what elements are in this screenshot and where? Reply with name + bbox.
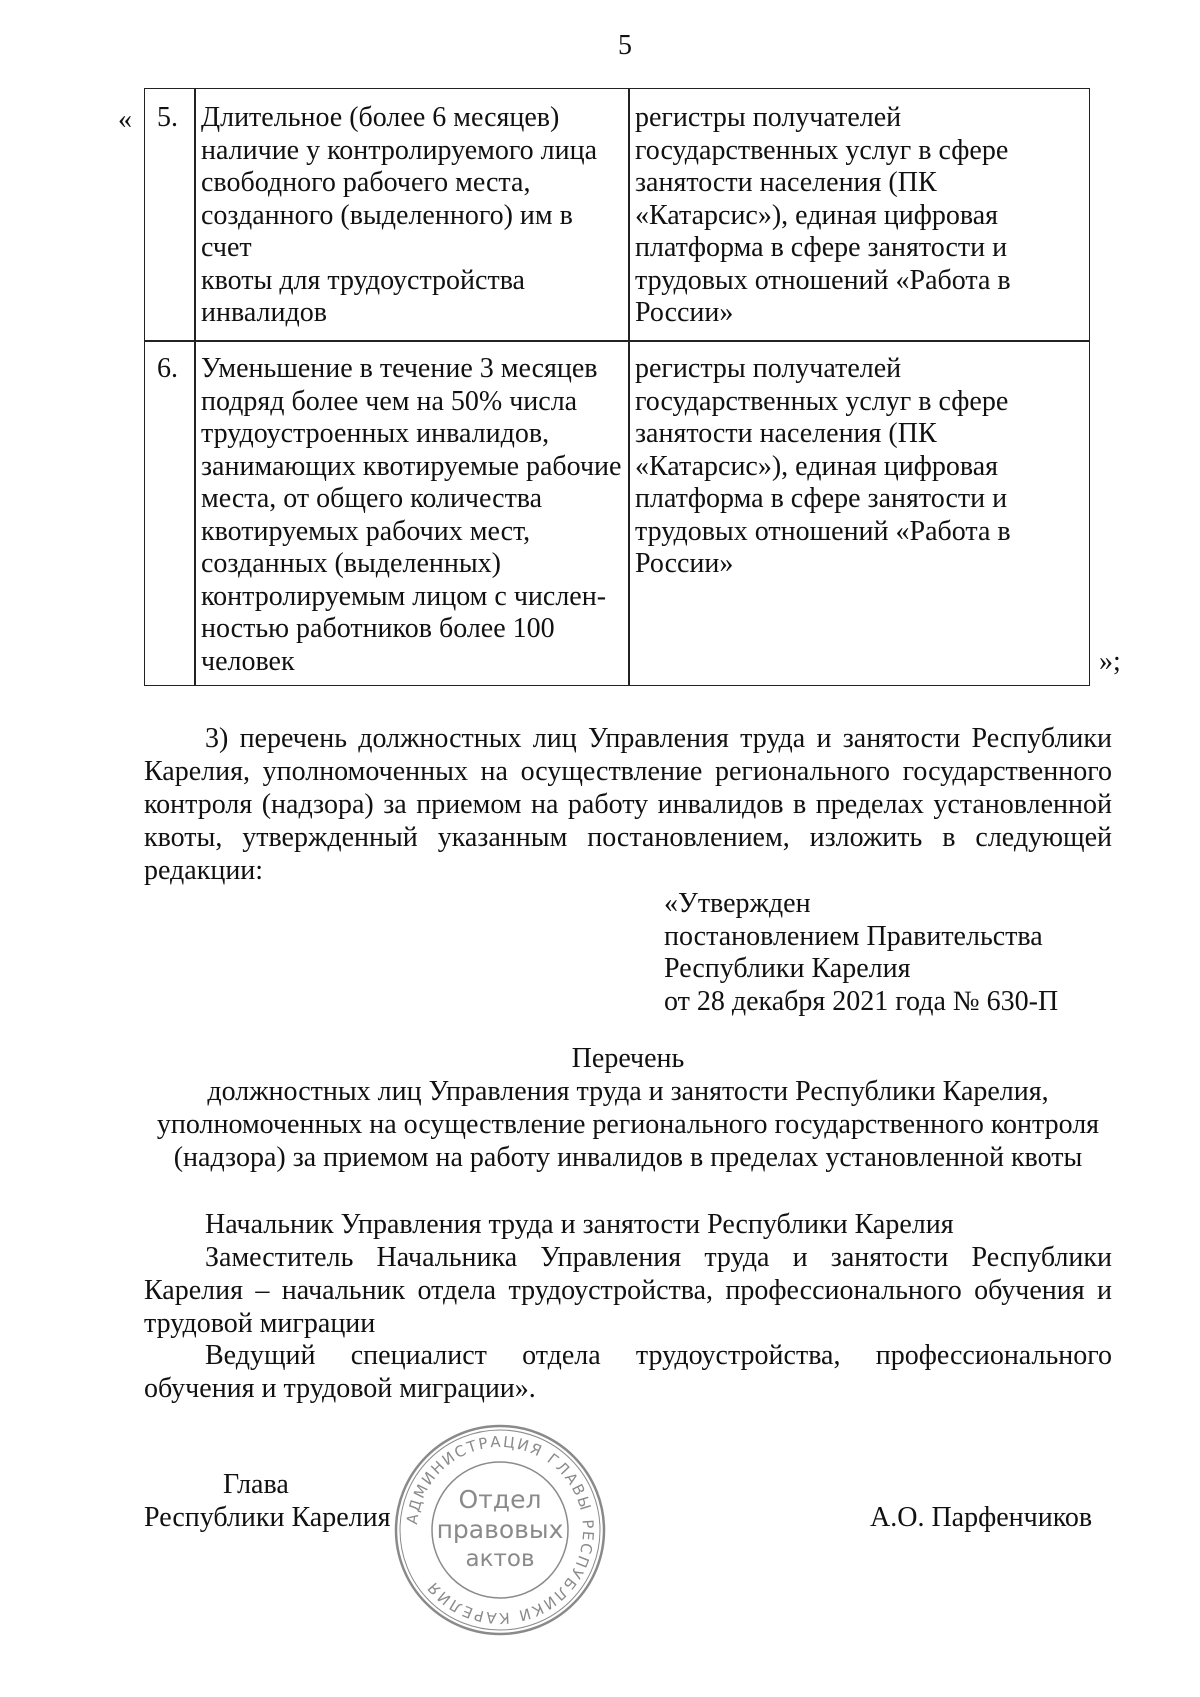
list-subtitle-line: (надзора) за приемом на работу инвалидов в пределах установленной квоты	[173, 1142, 1083, 1173]
table-close-quote: »;	[1099, 646, 1121, 677]
row-source: регистры получателей государственных услуг в сфере занятости населения (ПК «Катарсис»), единая цифровая платформа в сфере занятости и трудовых отношений «Работа в России»	[635, 102, 1011, 328]
list-title: Перечень	[571, 1043, 685, 1074]
row-source: регистры получателей государственных услуг в сфере занятости населения (ПК «Катарсис»), единая цифровая платформа в сфере занятости и трудовых отношений «Работа в России»	[635, 353, 1011, 579]
official-stamp	[390, 1420, 610, 1640]
approval-block: «Утвержден постановлением Правительства Республики Карелия от 28 декабря 2021 года № 630-П	[664, 888, 1059, 1017]
position-item: трудовой миграции	[144, 1308, 376, 1339]
position-item: Карелия – начальник отдела трудоустройства, профессионального обучения и	[144, 1275, 1112, 1306]
criteria-table	[144, 88, 1090, 686]
signatory-title: Республики Карелия	[144, 1502, 391, 1533]
paragraph-line: Карелия, уполномоченных на осуществление регионального государственного	[144, 756, 1112, 787]
signatory-title: Глава	[223, 1469, 289, 1500]
position-item: Ведущий специалист отдела трудоустройства, профессионального	[205, 1340, 1112, 1371]
row-description: Длительное (более 6 месяцев) наличие у контролируемого лица свободного рабочего места, созданного (выделенного) им в счет квоты для трудоустройства инвалидов	[201, 102, 598, 328]
stamp-center-text: правовых	[436, 1515, 564, 1544]
stamp-ring-text: АДМИНИСТРАЦИЯ ГЛАВЫ РЕСПУБЛИКИ КАРЕЛИЯ	[403, 1432, 598, 1628]
position-item: Начальник Управления труда и занятости Республики Карелия	[205, 1209, 954, 1240]
list-subtitle-line: должностных лиц Управления труда и занятости Республики Карелия,	[207, 1076, 1049, 1107]
paragraph-line: редакции:	[144, 855, 264, 886]
table-row	[144, 340, 196, 686]
position-item: Заместитель Начальника Управления труда и занятости Республики	[205, 1242, 1112, 1273]
list-subtitle-line: уполномоченных на осуществление регионального государственного контроля	[156, 1109, 1100, 1140]
table-open-quote: «	[118, 104, 132, 135]
stamp-center-text: Отдел	[458, 1485, 542, 1514]
row-number: 6.	[157, 353, 178, 384]
signatory-name: А.О. Парфенчиков	[870, 1502, 1093, 1533]
stamp-center-text: актов	[465, 1546, 535, 1572]
page-number: 5	[618, 30, 632, 61]
position-item: обучения и трудовой миграции».	[144, 1373, 536, 1404]
paragraph-line: квоты, утвержденный указанным постановлением, изложить в следующей	[144, 822, 1112, 853]
paragraph-line: контроля (надзора) за приемом на работу инвалидов в пределах установленной	[144, 789, 1112, 820]
paragraph-line: 3) перечень должностных лиц Управления труда и занятости Республики	[205, 723, 1112, 754]
row-number: 5.	[157, 102, 178, 133]
row-description: Уменьшение в течение 3 месяцев подряд более чем на 50% числа трудоустроенных инвалидов, занимающих квотируемые рабочие места, от общего количества квотируемых рабочих мест, созданных (выделенных) контролируемым лицом с числен- ностью работников более 100 человек	[201, 353, 622, 677]
